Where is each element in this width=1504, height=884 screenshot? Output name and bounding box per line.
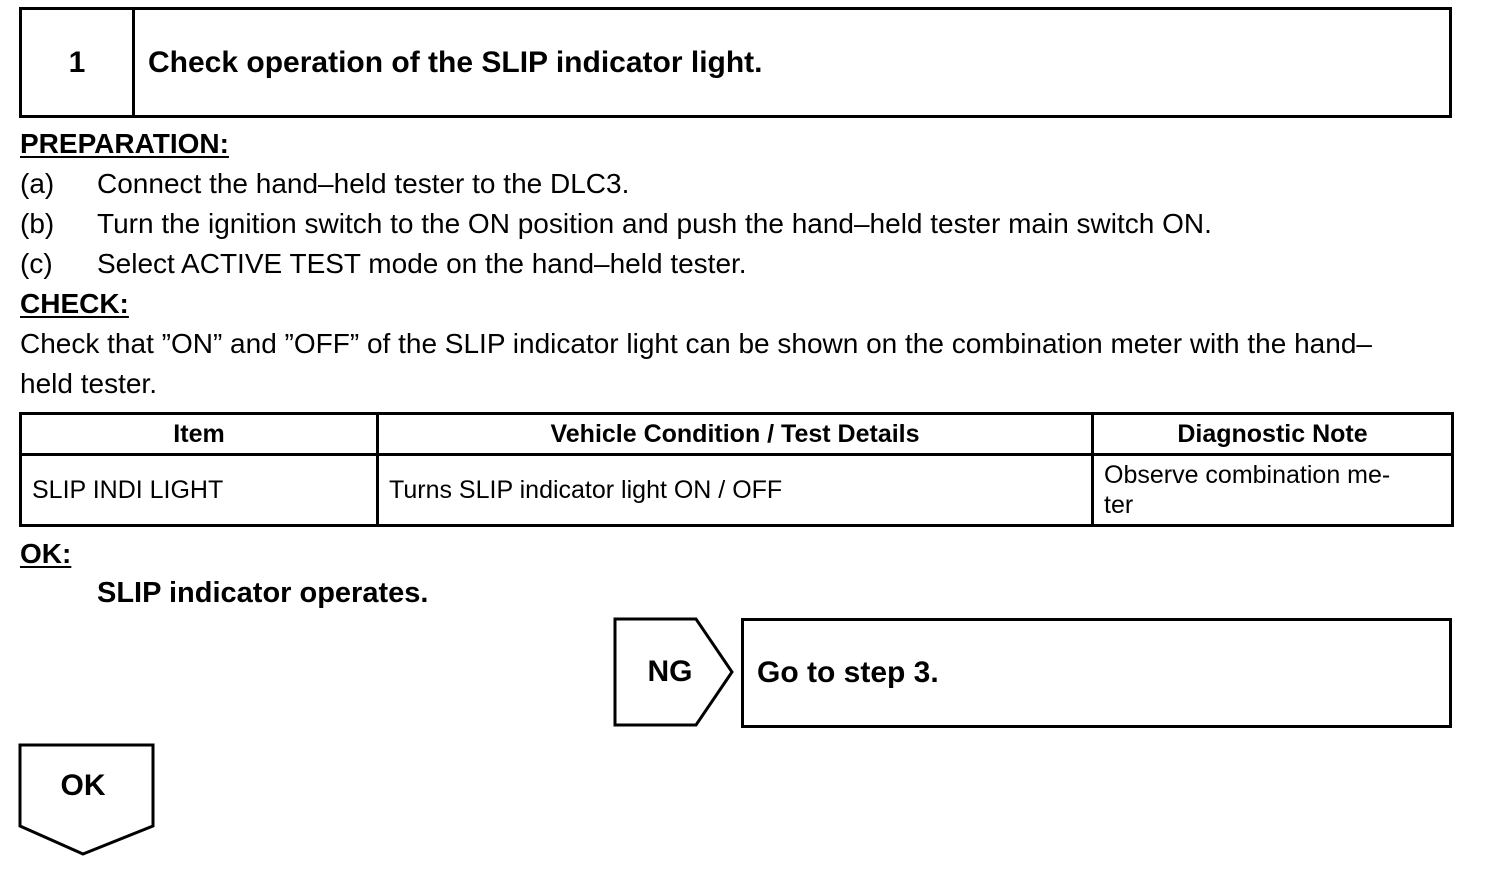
step-header-box bbox=[19, 7, 1452, 118]
table-header-row bbox=[21, 414, 1453, 455]
cell-note bbox=[1093, 455, 1453, 526]
item-text: Select ACTIVE TEST mode on the hand–held tester. bbox=[97, 248, 747, 279]
cell-item: SLIP INDI LIGHT bbox=[21, 455, 378, 526]
preparation-heading: PREPARATION: bbox=[20, 128, 229, 159]
ng-result-text: Go to step 3. bbox=[757, 656, 939, 689]
column-header-condition: Vehicle Condition / Test Details bbox=[378, 414, 1093, 455]
item-text: Connect the hand–held tester to the DLC3. bbox=[97, 168, 630, 199]
column-header-note: Diagnostic Note bbox=[1093, 414, 1453, 455]
preparation-item-a bbox=[20, 168, 1440, 202]
active-test-table bbox=[19, 412, 1454, 527]
ok-label: OK bbox=[60, 769, 106, 802]
ng-result-box bbox=[741, 618, 1452, 728]
ok-heading: OK: bbox=[20, 538, 72, 569]
check-text-line-1: Check that ”ON” and ”OFF” of the SLIP indicator light can be shown on the combination meter with the hand– bbox=[20, 328, 1372, 359]
item-marker: (a) bbox=[20, 168, 55, 199]
check-text-line-2: held tester. bbox=[20, 368, 157, 399]
table-row bbox=[21, 455, 1453, 526]
ng-label: NG bbox=[647, 655, 693, 688]
ok-criteria-text: SLIP indicator operates. bbox=[97, 577, 429, 609]
item-marker: (c) bbox=[20, 248, 53, 279]
note-line-1: Observe combination me- bbox=[1104, 461, 1391, 489]
preparation-item-c bbox=[20, 248, 1440, 282]
check-heading: CHECK: bbox=[20, 288, 129, 319]
item-marker: (b) bbox=[20, 208, 55, 239]
note-line-2: ter bbox=[1104, 491, 1134, 519]
preparation-item-b bbox=[20, 208, 1440, 242]
step-number: 1 bbox=[22, 10, 135, 115]
column-header-item: Item bbox=[21, 414, 378, 455]
item-text: Turn the ignition switch to the ON position and push the hand–held tester main switch ON. bbox=[97, 208, 1212, 239]
cell-condition: Turns SLIP indicator light ON / OFF bbox=[378, 455, 1093, 526]
step-title: Check operation of the SLIP indicator light. bbox=[148, 45, 763, 79]
